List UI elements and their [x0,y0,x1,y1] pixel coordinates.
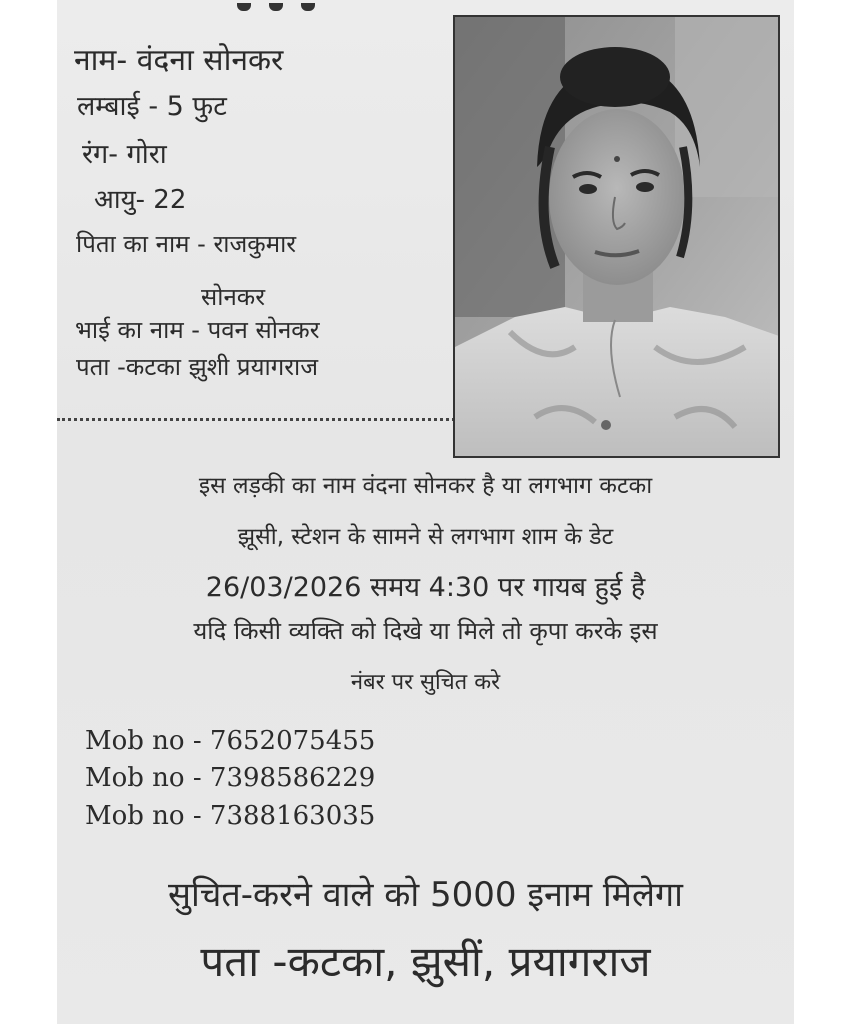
address-line: पता -कटका झुशी प्रयागराज [76,353,319,381]
age-line: आयु- 22 [94,185,187,215]
missing-person-poster [57,0,794,1024]
mobile-number-2: Mob no - 7398586229 [85,763,376,793]
missing-person-photo [453,15,780,458]
father-name-line-continued: सोनकर [201,283,266,311]
name-line: नाम- वंदना सोनकर [74,43,284,78]
message-line-4: यदि किसी व्यक्ति को दिखे या मिले तो कृपा करके इस [193,617,658,645]
message-line-3: 26/03/2026 समय 4:30 पर गायब हुई है [205,572,646,603]
complexion-line: रंग- गोरा [82,139,167,170]
message-line-5: नंबर पर सुचित करे [350,670,501,695]
reward-line: सुचित-करने वाले को 5000 इनाम मिलेगा [167,875,683,915]
message-line-1: इस लड़की का नाम वंदना सोनकर है या लगभाग कटका [198,473,653,499]
mobile-number-3: Mob no - 7388163035 [85,801,376,831]
father-name-line: पिता का नाम - राजकुमार [76,230,297,258]
dotted-divider [57,418,455,421]
mobile-number-1: Mob no - 7652075455 [85,726,376,756]
brother-name-line: भाई का नाम - पवन सोनकर [75,316,320,344]
message-line-2: झूसी, स्टेशन के सामने से लगभाग शाम के डेट [237,524,614,550]
height-line: लम्बाई - 5 फुट [77,91,227,122]
top-cropped-text [237,0,357,4]
footer-address: पता -कटका, झुसीं, प्रयागराज [200,937,651,986]
